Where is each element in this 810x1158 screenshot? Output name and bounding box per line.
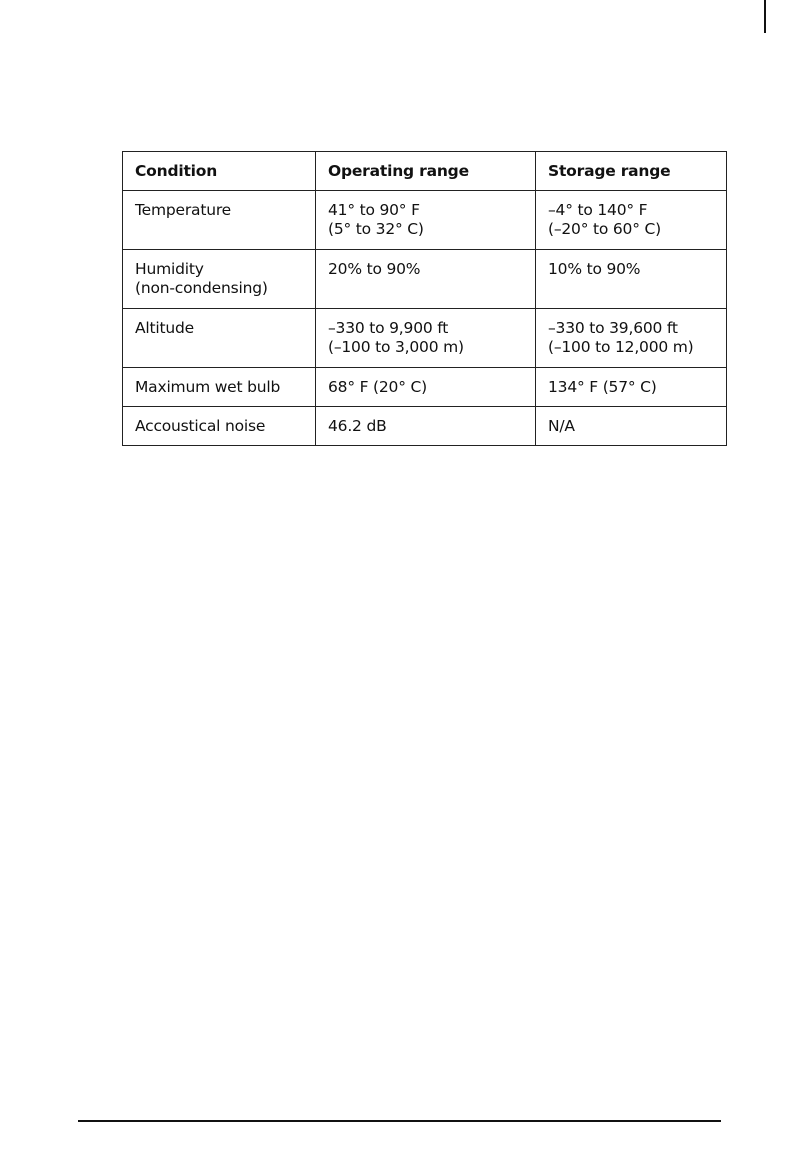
storage-cell — [536, 309, 727, 368]
condition-cell — [123, 368, 316, 407]
header-condition: Condition — [123, 152, 316, 191]
header-operating-range: Operating range — [316, 152, 536, 191]
condition-cell — [123, 250, 316, 309]
storage-value: –4° to 140° F — [548, 201, 648, 219]
operating-value: 68° F (20° C) — [328, 378, 427, 396]
storage-value: (–100 to 12,000 m) — [548, 338, 694, 356]
table-row-wet-bulb — [123, 368, 727, 407]
operating-value: (–100 to 3,000 m) — [328, 338, 464, 356]
footer-rule — [78, 1120, 721, 1122]
storage-value: (–20° to 60° C) — [548, 220, 661, 238]
storage-cell — [536, 407, 727, 446]
table-row-noise — [123, 407, 727, 446]
condition-cell — [123, 309, 316, 368]
storage-cell — [536, 191, 727, 250]
table-header-row — [123, 152, 727, 191]
operating-cell — [316, 407, 536, 446]
environmental-spec-table — [122, 151, 727, 446]
condition-text: Humidity — [135, 260, 204, 278]
operating-value: 20% to 90% — [328, 260, 421, 278]
condition-cell — [123, 191, 316, 250]
operating-value: 46.2 dB — [328, 417, 387, 435]
condition-text: (non-condensing) — [135, 279, 268, 297]
operating-cell — [316, 309, 536, 368]
storage-cell — [536, 250, 727, 309]
storage-value: N/A — [548, 417, 575, 435]
storage-value: –330 to 39,600 ft — [548, 319, 678, 337]
table-row-humidity — [123, 250, 727, 309]
storage-cell — [536, 368, 727, 407]
operating-value: –330 to 9,900 ft — [328, 319, 449, 337]
table-row-temperature — [123, 191, 727, 250]
operating-cell — [316, 250, 536, 309]
condition-text: Maximum wet bulb — [135, 378, 281, 396]
operating-cell — [316, 191, 536, 250]
storage-value: 10% to 90% — [548, 260, 641, 278]
condition-cell — [123, 407, 316, 446]
table-row-altitude — [123, 309, 727, 368]
condition-text: Altitude — [135, 319, 194, 337]
operating-value: (5° to 32° C) — [328, 220, 424, 238]
operating-cell — [316, 368, 536, 407]
condition-text: Temperature — [135, 201, 231, 219]
header-storage-range: Storage range — [536, 152, 727, 191]
operating-value: 41° to 90° F — [328, 201, 420, 219]
storage-value: 134° F (57° C) — [548, 378, 657, 396]
page-edge-mark — [764, 0, 766, 33]
condition-text: Accoustical noise — [135, 417, 266, 435]
